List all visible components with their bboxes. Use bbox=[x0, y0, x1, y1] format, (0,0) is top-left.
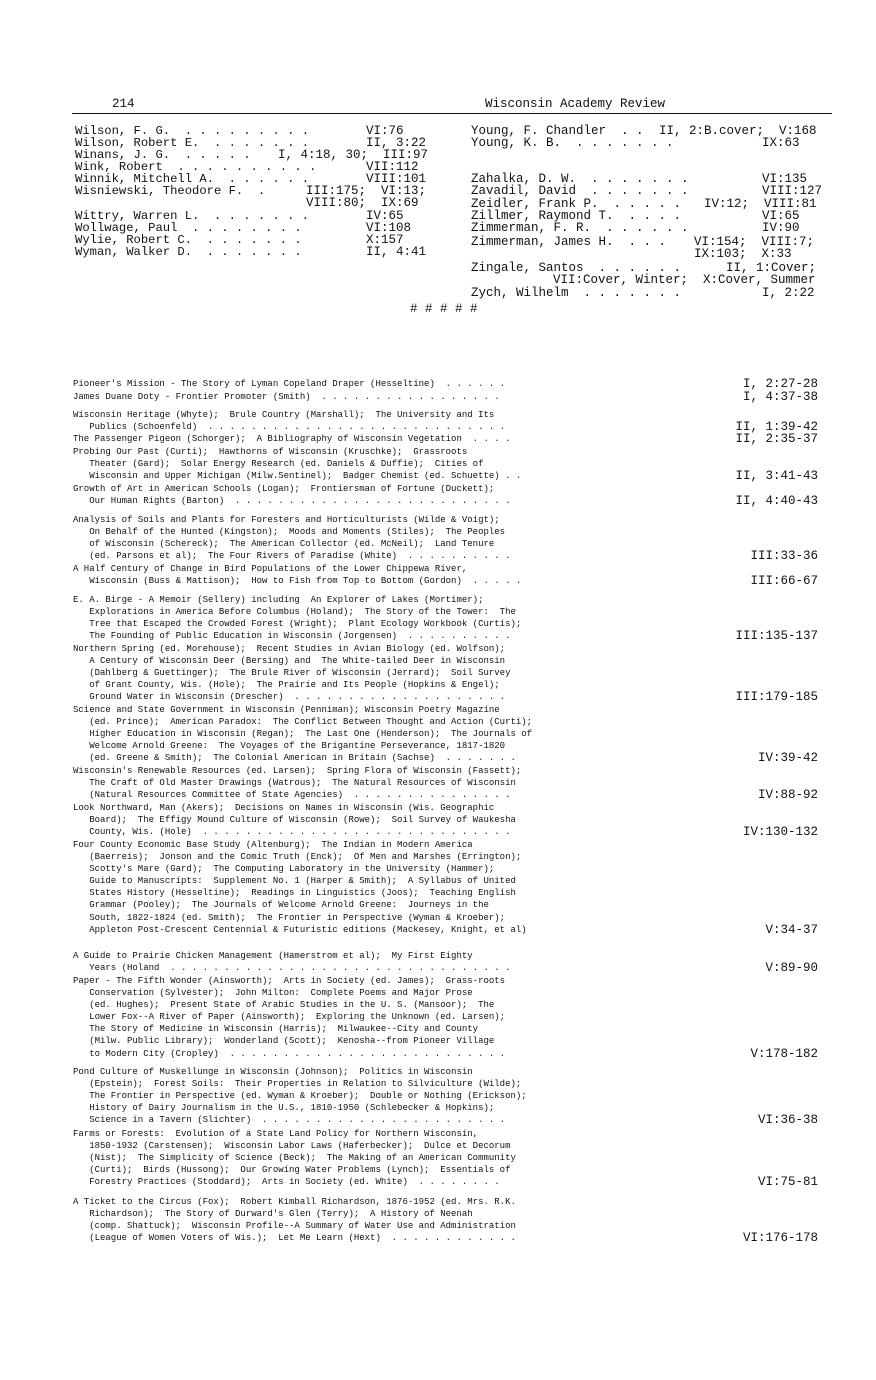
review-entry bbox=[73, 378, 818, 390]
review-ref: I, 4:37-38 bbox=[742, 390, 818, 404]
review-text: James Duane Doty - Frontier Promoter (Smith) . . . . . . . . . . . . . . . . . bbox=[73, 392, 500, 402]
index-ref: VI:108 bbox=[366, 221, 412, 235]
index-ref: VI:76 bbox=[366, 124, 404, 138]
review-entry bbox=[73, 1128, 818, 1188]
review-text: Look Northward, Man (Akers); Decisions on Names in Wisconsin (Wis. Geographic Board); The Effigy Mound Culture of Wisconsin (Rowe); Soil Survey of Waukesha County, Wis. (Hole) . . . . . . . . . . . . . . . . . . . . . . . . . . . . . bbox=[73, 803, 516, 838]
review-entry bbox=[73, 950, 818, 974]
review-ref: III:179-185 bbox=[735, 690, 818, 705]
review-text: Northern Spring (ed. Morehouse); Recent Studies in Avian Biology (ed. Wolfson); A Century of Wisconsin Deer (Bersing) and The White-tailed Deer in Wisconsin (Dahlberg & Guettinger); The Brule River of Wisconsin (Jerrard); Soil Survey of Grant County, Wis. (Hole); The Prairie and Its People (Hopkins & Engel); Ground Water in Wisconsin (Drescher) . . . . . . . . . . . . . . . . . . . . bbox=[73, 644, 511, 703]
review-entry bbox=[73, 765, 818, 801]
index-entry: Wink, Robert . . . . . . . . . . bbox=[75, 160, 317, 174]
index-entry: Zych, Wilhelm . . . . . . . bbox=[471, 286, 682, 300]
index-ref: I, 2:22 bbox=[762, 286, 815, 300]
review-ref: III:33-36 bbox=[750, 549, 818, 564]
review-text: Wisconsin's Renewable Resources (ed. Larsen); Spring Flora of Wisconsin (Fassett); The Craft of Old Master Drawings (Watrous); The Natural Resources of Wisconsin (Natural Resources Committee of State Agencies) . . . . . . . . . . . . . . . bbox=[73, 766, 522, 801]
review-text: A Ticket to the Circus (Fox); Robert Kimball Richardson, 1876-1952 (ed. Mrs. R.K. Richardson); The Story of Durward's Glen (Terry); A History of Neenah (comp. Shattuck); Wisconsin Profile--A Summary of Water Use and Administration (League of Women Voters of Wis.); Let Me Learn (Hext) . . . . . . . . . . . . bbox=[73, 1197, 516, 1244]
review-ref: V:89-90 bbox=[765, 961, 818, 976]
review-ref: V:178-182 bbox=[750, 1046, 818, 1061]
index-entry: Zingale, Santos . . . . . . bbox=[471, 261, 682, 275]
review-ref: III:66-67 bbox=[750, 574, 818, 589]
review-ref: II, 2:35-37 bbox=[735, 432, 818, 446]
review-entry bbox=[73, 446, 818, 482]
journal-title: Wisconsin Academy Review bbox=[485, 97, 666, 111]
review-text: Growth of Art in American Schools (Logan); Frontiersman of Fortune (Duckett); Our Human Rights (Barton) . . . . . . . . . . . . . . . . . . . . . . . . . . bbox=[73, 484, 511, 507]
index-ref: VIII:127 bbox=[762, 184, 823, 198]
review-ref: VI:36-38 bbox=[757, 1113, 818, 1128]
index-entry: Zeidler, Frank P. . . . . . bbox=[471, 197, 682, 211]
index-entry: Zillmer, Raymond T. . . . . bbox=[471, 209, 682, 223]
index-ref: VII:Cover, Winter; X:Cover, Summer bbox=[553, 273, 816, 287]
index-entry: Wyman, Walker D. . . . . . . . bbox=[75, 245, 302, 259]
index-ref: VI:154; VIII:7; bbox=[694, 235, 815, 249]
review-entry bbox=[73, 1196, 818, 1244]
index-ref: X:157 bbox=[366, 233, 404, 247]
review-entry bbox=[73, 433, 818, 445]
review-text: Pioneer's Mission - The Story of Lyman Copeland Draper (Hesseltine) . . . . . . bbox=[73, 379, 506, 389]
index-ref: VI:135 bbox=[762, 172, 808, 186]
review-entry bbox=[73, 409, 818, 433]
review-text: Analysis of Soils and Plants for Foresters and Horticulturists (Wilde & Voigt); On Behalf of the Hunted (Kingston); Moods and Moments (Stiles); The Peoples of Wisconsin (Schereck); The American Collector (ed. McNeil); Land Tenure (ed. Parsons et al); The Four Rivers of Paradise (White) . . . . . . . . . . bbox=[73, 515, 511, 562]
index-ref: IV:65 bbox=[366, 209, 404, 223]
index-entry: Wylie, Robert C. . . . . . . . bbox=[75, 233, 302, 247]
review-text: Probing Our Past (Curti); Hawthorns of Wisconsin (Kruschke); Grassroots Theater (Gard); Solar Energy Research (ed. Daniels & Duffie); Cities of Wisconsin and Upper Michigan (Milw.Sentinel); Badger Chemist (ed. Schuette) . . bbox=[73, 447, 522, 482]
review-ref: II, 1:39-42 bbox=[735, 420, 818, 435]
review-entry bbox=[73, 643, 818, 703]
index-ref: I, 4:18, 30; III:97 bbox=[278, 148, 429, 162]
index-entry: Young, K. B. . . . . . . . bbox=[471, 136, 674, 150]
review-text: A Half Century of Change in Bird Populations of the Lower Chippewa River, Wisconsin (Buss & Mattison); How to Fish from Top to Bottom (Gordon) . . . . . bbox=[73, 564, 522, 587]
index-entry: Wittry, Warren L. . . . . . . . bbox=[75, 209, 310, 223]
page-number: 214 bbox=[112, 97, 135, 111]
index-ref: IX:63 bbox=[762, 136, 800, 150]
review-ref: VI:176-178 bbox=[742, 1231, 818, 1246]
index-entry: Young, F. Chandler . . bbox=[471, 124, 644, 138]
index-ref: II, 3:22 bbox=[366, 136, 427, 150]
index-ref: III:175; VI:13; bbox=[306, 184, 427, 198]
review-ref: VI:75-81 bbox=[757, 1175, 818, 1190]
index-entry: Winnik, Mitchell A. . . . . . . bbox=[75, 172, 310, 186]
header-rule bbox=[72, 113, 832, 114]
review-ref: II, 3:41-43 bbox=[735, 469, 818, 484]
index-entry: Wilson, Robert E. . . . . . . . bbox=[75, 136, 310, 150]
index-entry: Winans, J. G. . . . . . bbox=[75, 148, 251, 162]
review-entry bbox=[73, 391, 818, 403]
index-entry: Zahalka, D. W. . . . . . . . bbox=[471, 172, 689, 186]
review-text: Farms or Forests: Evolution of a State Land Policy for Northern Wisconsin, 1850-1932 (Carstensen); Wisconsin Labor Laws (Haferbecker); Dulce et Decorum (Nist); The Simplicity of Science (Beck); The Making of an American Community (Curti); Birds (Hussong); Our Growing Water Problems (Lynch); Essentials of Forestry Practices (Stoddard); Arts in Society (ed. White) . . . . . . . . bbox=[73, 1129, 516, 1188]
review-ref: III:135-137 bbox=[735, 629, 818, 644]
page-header bbox=[72, 97, 832, 113]
index-ref: II, 4:41 bbox=[366, 245, 427, 259]
review-ref: IV:39-42 bbox=[757, 751, 818, 766]
index-entry: Zimmerman, James H. . . . bbox=[471, 235, 667, 249]
index-ref: VII:112 bbox=[366, 160, 419, 174]
review-text: A Guide to Prairie Chicken Management (Hamerstrom et al); My First Eighty Years (Holand . . . . . . . . . . . . . . . . . . . . . . . . . . . . . . . . bbox=[73, 951, 511, 974]
review-entry bbox=[73, 704, 818, 764]
section-separator: # # # # # bbox=[410, 302, 478, 316]
index-ref: IV:12; VIII:81 bbox=[704, 197, 817, 211]
index-ref: VIII:101 bbox=[366, 172, 427, 186]
review-text: Four County Economic Base Study (Altenburg); The Indian in Modern America (Baerreis); Jonson and the Comic Truth (Enck); Of Men and Marshes (Errington); Scotty's Mare (Gard); The Computing Laboratory in the University (Hammer); Guide to Manuscripts: Supplement No. 1 (Harper & Smith); A Syllabus of United States History (Hesseltine); Readings in Linguistics (Joos); Teaching English Grammar (Pooley); The Journals of Welcome Arnold Greene: Journeys in the South, 1822-1824 (ed. Smith); The Frontier in Perspective (Wyman & Kroeber); Appleton Post-Crescent Centennial & Futuristic editions (Mackesey, Knight, et al) bbox=[73, 840, 527, 935]
index-entry: Zavadil, David . . . . . . . bbox=[471, 184, 689, 198]
index-ref: IV:90 bbox=[762, 221, 800, 235]
index-entry: Wisniewski, Theodore F. . bbox=[75, 184, 266, 198]
index-entry: Wilson, F. G. . . . . . . . . . bbox=[75, 124, 310, 138]
index-entry: Zimmerman, F. R. . . . . . . bbox=[471, 221, 689, 235]
review-ref: I, 2:27-28 bbox=[742, 377, 818, 391]
index-ref: IX:103; X:33 bbox=[694, 247, 792, 261]
review-entry bbox=[73, 594, 818, 642]
review-entry bbox=[73, 802, 818, 838]
review-entry bbox=[73, 563, 818, 587]
review-ref: IV:130-132 bbox=[742, 825, 818, 840]
review-text: The Passenger Pigeon (Schorger); A Bibliography of Wisconsin Vegetation . . . . bbox=[73, 434, 511, 444]
index-ref: II, 2:B.cover; V:168 bbox=[659, 124, 817, 138]
index-ref: II, 1:Cover; bbox=[726, 261, 817, 275]
review-entry bbox=[73, 975, 818, 1060]
review-ref: V:34-37 bbox=[765, 922, 818, 937]
index-ref: VI:65 bbox=[762, 209, 800, 223]
review-entry bbox=[73, 839, 818, 936]
review-text: Paper - The Fifth Wonder (Ainsworth); Arts in Society (ed. James); Grass-roots Conservation (Sylvester); John Milton: Complete Poems and Major Prose (ed. Hughes); Present State of Arabic Studies in the U. S. (Mansoor); The Lower Fox--A River of Paper (Ainsworth); Exploring the Unknown (ed. Larsen); The Story of Medicine in Wisconsin (Harris); Milwaukee--City and County (Milw. Public Library); Wonderland (Scott); Kenosha--from Pioneer Village to Modern City (Cropley) . . . . . . . . . . . . . . . . . . . . . . . . . . bbox=[73, 976, 506, 1059]
review-entry bbox=[73, 483, 818, 507]
index-ref: VIII:80; IX:69 bbox=[306, 196, 419, 210]
index-entry: Wollwage, Paul . . . . . . . . bbox=[75, 221, 302, 235]
review-entry bbox=[73, 1066, 818, 1126]
review-text: Science and State Government in Wisconsin (Penniman); Wisconsin Poetry Magazine (ed. Prince); American Paradox: The Conflict Between Thought and Action (Curti); Higher Education in Wisconsin (Regan); The Last One (Henderson); The Journals of Welcome Arnold Greene: The Voyages of the Brigantine Perseverance, 1817-1820 (ed. Greene & Smith); The Colonial American in Britain (Sachse) . . . . . . . bbox=[73, 705, 533, 764]
review-text: Wisconsin Heritage (Whyte); Brule Country (Marshall); The University and Its Publics (Schoenfeld) . . . . . . . . . . . . . . . . . . . . . . . . . . . . bbox=[73, 410, 506, 433]
review-text: E. A. Birge - A Memoir (Sellery) including An Explorer of Lakes (Mortimer); Explorations in America Before Columbus (Holand); The Story of the Tower: The Tree that Escaped the Crowded Forest (Wright); Plant Ecology Workbook (Curtis); The Founding of Public Education in Wisconsin (Jorgensen) . . . . . . . . . . bbox=[73, 595, 522, 642]
review-ref: II, 4:40-43 bbox=[735, 494, 818, 509]
review-ref: IV:88-92 bbox=[757, 788, 818, 803]
review-entry bbox=[73, 514, 818, 562]
review-text: Pond Culture of Muskellunge in Wisconsin (Johnson); Politics in Wisconsin (Epstein); Forest Soils: Their Properties in Relation to Silviculture (Wilde); The Frontier in Perspective (ed. Wyman & Kroeber); Double or Nothing (Erickson); History of Dairy Journalism in the U.S., 1810-1950 (Schlebecker & Hopkins); Science in a Tavern (Slichter) . . . . . . . . . . . . . . . . . . . . . . . bbox=[73, 1067, 527, 1126]
